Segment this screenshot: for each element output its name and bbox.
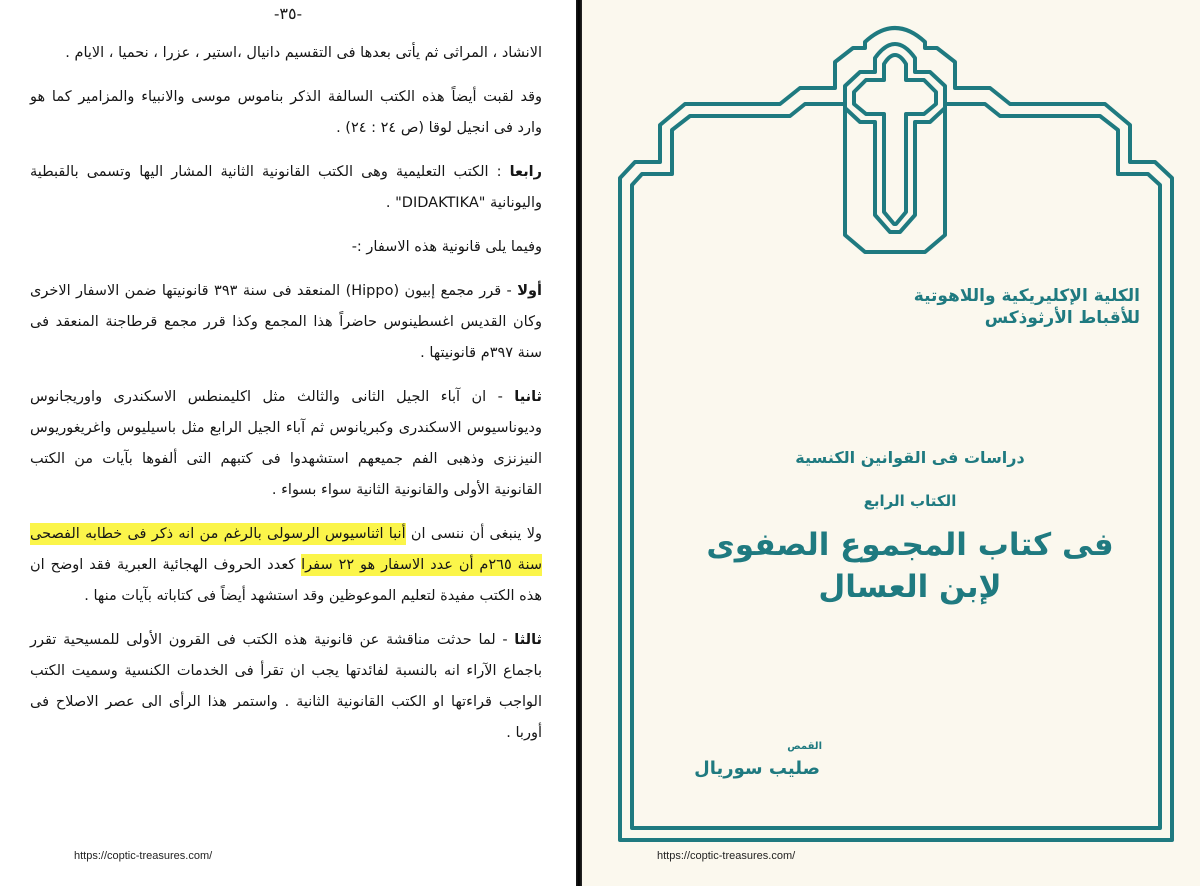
footer-url[interactable]: https://coptic-treasures.com/ (657, 850, 796, 862)
paragraph-lead: أولا (517, 283, 542, 299)
author-name: صليب سوريال (694, 758, 820, 779)
paragraph-lead: ثانيا (514, 389, 542, 405)
college-name (860, 285, 1140, 329)
paragraph-text: ولا ينبغى أن ننسى ان (405, 526, 542, 542)
page-number: -٣٥- (274, 4, 302, 23)
author-title: القمص (787, 741, 822, 752)
main-title (700, 524, 1120, 608)
paragraph-text: - ان آباء الجيل الثانى والثالث مثل اكليمنطس الاسكندرى واوريجانوس وديوناسيوس الاسكندرى وكبريانوس ثم آباء الجيل الرابع مثل باسيليوس واغريغوريوس النيزنزى وذهبى الفم جميعهم استشهدوا فى كتبهم التى ألفوها بآيات من الكتب القانونية الأولى والقانونية الثانية سواء بسواء . (30, 389, 542, 498)
paragraph-text: - قرر مجمع إبيون (Hippo) المنعقد فى سنة ٣٩٣ قانونيتها ضمن الاسفار الاخرى وكان القديس اغسطينوس حاضراً هذا المجمع وكذا قرر مجمع قرطاجنة المنعقد فى سنة ٣٩٧م قانونيتها . (30, 283, 542, 361)
book-number: الكتاب الرابع (863, 492, 957, 510)
paragraph-text: وقد لقبت أيضاً هذه الكتب السالفة الذكر بناموس موسى والانبياء والمزامير كما هو وارد فى انجيل لوقا (ص ٢٤ : ٢٤) . (30, 89, 542, 136)
paragraph-text: - لما حدثت مناقشة عن قانونية هذه الكتب فى القرون الأولى للمسيحية تقرر باجماع الآراء انه بالنسبة لفائدتها يجب ان تقرأ فى الخدمات الكنسية وسميت الكتب الواجب قراءتها او الكتب القانونية الثانية . واستمر هذا الرأى الى عصر الاصلاح فى أوربا . (30, 632, 542, 741)
paragraph-lead: رابعا (509, 164, 542, 180)
paragraph-text: كعدد الحروف الهجائية العبرية فقد اوضح ان هذه الكتب مفيدة لتعليم الموعوظين وقد استشهد أيضاً فى كتاباته بآيات منها . (30, 557, 542, 604)
main-title-line-1: فى كتاب المجموع الصفوى (706, 527, 1114, 563)
paragraph-text: الانشاد ، المراثى ثم يأتى بعدها فى التقسيم دانيال ،استير ، عزرا ، نحميا ، الايام . (65, 45, 542, 61)
coptic-cross-icon (845, 44, 945, 232)
frame-outer-line (620, 28, 1172, 840)
college-line-1: الكلية الإكليريكية واللاهوتية (913, 286, 1140, 306)
paragraph-text: : الكتب التعليمية وهى الكتب القانونية الثانية المشار اليها وتسمى بالقبطية واليونانية "DIDAKTIKA" . (30, 164, 542, 211)
series-title: دراسات فى القوانين الكنسية (795, 448, 1025, 467)
footer-url[interactable]: https://coptic-treasures.com/ (74, 850, 213, 862)
college-line-2: للأقباط الأرثوذكس (984, 308, 1140, 328)
highlighted-text: أنبا اثناسيوس الرسولى بالرغم من انه ذكر فى خطابه الفصحى سنة ٢٦٥م أن عدد الاسفار هو ٢٢ سفرا (30, 523, 542, 576)
main-title-line-2: لإبن العسال (818, 569, 1002, 605)
paragraph-text: وفيما يلى قانونية هذه الاسفار :- (351, 239, 542, 255)
paragraph-lead: ثالثا (514, 632, 542, 648)
